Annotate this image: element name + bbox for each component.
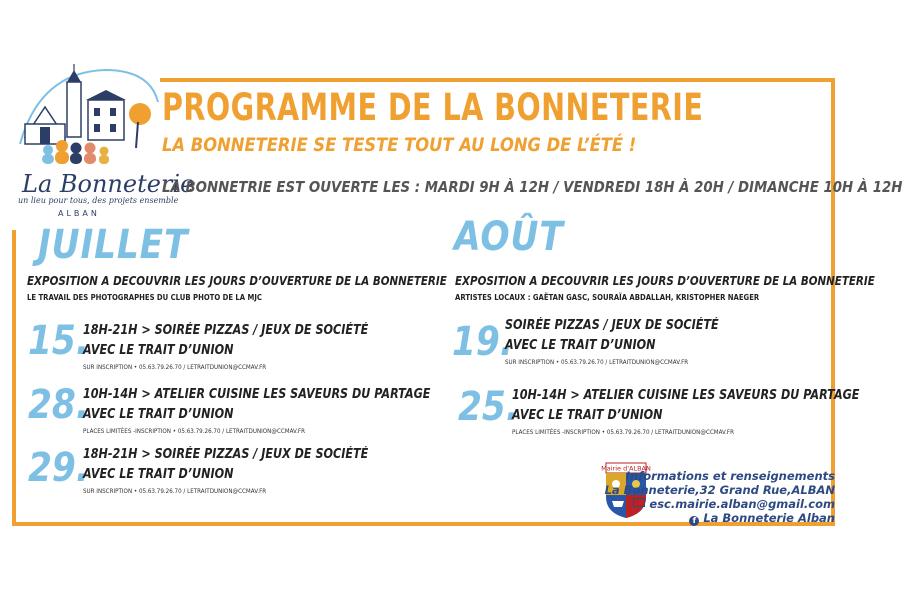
contact-email[interactable] — [633, 497, 835, 511]
logo-tagline: un lieu pour tous, des projets ensemble — [18, 196, 179, 205]
month-juillet: JUILLET — [38, 222, 189, 268]
logo-town: ALBAN — [58, 209, 100, 218]
aout-expo-sub: ARTISTES LOCAUX : GAËTAN GASC, SOURAÏA ABDALLAH, KRISTOPHER NAEGER — [455, 293, 760, 302]
contact-heading: Informations et renseignements — [625, 469, 835, 483]
event-info: PLACES LIMITÉES -INSCRIPTION • 05.63.79.26.70 / LETRAITDUNION@CCMAV.FR — [512, 428, 735, 436]
aout-expo: EXPOSITION A DECOUVRIR LES JOURS D’OUVERTURE DE LA BONNETERIE — [455, 274, 875, 288]
month-aout: AOÛT — [454, 214, 564, 260]
contact-address: La Bonneterie,32 Grand Rue,ALBAN — [604, 483, 835, 497]
event-organizer: AVEC LE TRAIT D’UNION — [83, 343, 234, 358]
event-day: 15. — [28, 318, 89, 364]
event-title: 10H-14H > ATELIER CUISINE LES SAVEURS DU PARTAGE — [83, 387, 431, 402]
event-info: SUR INSCRIPTION • 05.63.79.26.70 / LETRAITDUNION@CCMAV.FR — [83, 363, 267, 371]
event-day: 19. — [452, 319, 513, 365]
crest-label: Mairie d'ALBAN — [601, 464, 651, 473]
event-title: SOIRÉE PIZZAS / JEUX DE SOCIÉTÉ — [505, 318, 719, 333]
juillet-expo-sub: LE TRAVAIL DES PHOTOGRAPHES DU CLUB PHOTO DE LA MJC — [27, 293, 262, 302]
page-title: PROGRAMME DE LA BONNETERIE — [162, 86, 704, 129]
event-day: 29. — [28, 445, 89, 491]
event-organizer: AVEC LE TRAIT D’UNION — [512, 408, 663, 423]
event-info: SUR INSCRIPTION • 05.63.79.26.70 / LETRAITDUNION@CCMAV.FR — [83, 487, 267, 495]
event-day: 28. — [28, 382, 89, 428]
event-info: SUR INSCRIPTION • 05.63.79.26.70 / LETRAITDUNION@CCMAV.FR — [505, 358, 689, 366]
event-info: PLACES LIMITÉES -INSCRIPTION • 05.63.79.26.70 / LETRAITDUNION@CCMAV.FR — [83, 427, 306, 435]
email-text: esc.mairie.alban@gmail.com — [649, 497, 835, 511]
event-day: 25. — [458, 384, 519, 430]
contact-facebook[interactable] — [689, 511, 835, 526]
page-subtitle: LA BONNETERIE SE TESTE TOUT AU LONG DE L’ÉTÉ ! — [162, 134, 637, 156]
event-title: 18H-21H > SOIRÉE PIZZAS / JEUX DE SOCIÉTÉ — [83, 323, 369, 338]
facebook-text: La Bonneterie Alban — [703, 511, 835, 525]
opening-hours: LA BONNETRIE EST OUVERTE LES : MARDI 9H À 12H / VENDREDI 18H À 20H / DIMANCHE 10H À 12H — [162, 178, 902, 196]
event-title: 10H-14H > ATELIER CUISINE LES SAVEURS DU PARTAGE — [512, 388, 860, 403]
event-organizer: AVEC LE TRAIT D’UNION — [83, 467, 234, 482]
logo-name: La Bonneterie — [22, 170, 195, 198]
mail-icon — [633, 498, 645, 507]
juillet-expo: EXPOSITION A DECOUVRIR LES JOURS D’OUVERTURE DE LA BONNETERIE — [27, 274, 447, 288]
event-organizer: AVEC LE TRAIT D’UNION — [505, 338, 656, 353]
facebook-icon: f — [689, 516, 699, 526]
event-organizer: AVEC LE TRAIT D’UNION — [83, 407, 234, 422]
bonneterie-logo — [10, 62, 160, 232]
event-title: 18H-21H > SOIRÉE PIZZAS / JEUX DE SOCIÉTÉ — [83, 447, 369, 462]
